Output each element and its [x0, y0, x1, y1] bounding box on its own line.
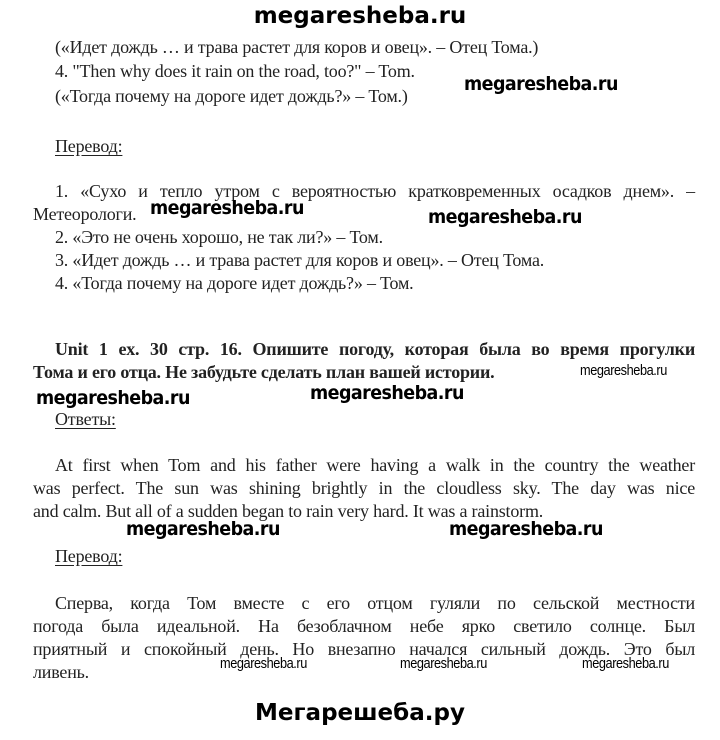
- watermark: megaresheba.ru: [310, 382, 464, 404]
- text-line: («Идет дождь … и трава растет для коров и овец». – Отец Тома.): [55, 37, 539, 57]
- text-line: («Тогда почему на дороге идет дождь?» – Том.): [55, 86, 408, 106]
- answer-line: At first when Tom and his father were having a walk in the country the weather: [55, 455, 695, 475]
- watermark: megaresheba.ru: [580, 362, 667, 379]
- footer-watermark[interactable]: Мегарешеба.ру: [255, 700, 465, 726]
- watermark: megaresheba.ru: [220, 655, 307, 672]
- watermark: megaresheba.ru: [582, 655, 669, 672]
- watermark: megaresheba.ru: [400, 655, 487, 672]
- answer-line: and calm. But all of a sudden began to rain very hard. It was a rainstorm.: [33, 501, 544, 521]
- answer-line: was perfect. The sun was shining brightly in the cloudless sky. The day was nice: [33, 478, 695, 498]
- watermark: megaresheba.ru: [150, 197, 304, 219]
- text-line: Метеорологи.: [33, 204, 137, 224]
- header-watermark[interactable]: megaresheba.ru: [253, 3, 467, 29]
- translation-heading: Перевод:: [55, 546, 123, 566]
- translation-line: приятный и спокойный день. Но внезапно начался сильный дождь. Это был: [33, 639, 695, 659]
- watermark: megaresheba.ru: [36, 387, 190, 409]
- watermark: megaresheba.ru: [126, 518, 280, 540]
- translation-line: ливень.: [33, 662, 89, 682]
- text-line: 3. «Идет дождь … и трава растет для коров и овец». – Отец Тома.: [55, 250, 545, 270]
- text-line: 2. «Это не очень хорошо, не так ли?» – Том.: [55, 227, 383, 247]
- watermark: megaresheba.ru: [449, 518, 603, 540]
- answers-heading: Ответы:: [55, 409, 116, 429]
- text-line: 4. "Then why does it rain on the road, too?" – Tom.: [55, 61, 415, 81]
- text-line: 4. «Тогда почему на дороге идет дождь?» – Том.: [55, 273, 414, 293]
- translation-heading: Перевод:: [55, 136, 123, 156]
- translation-line: погода была идеальной. На безоблачном небе ярко светило солнце. Был: [33, 616, 695, 636]
- watermark: megaresheba.ru: [428, 206, 582, 228]
- translation-line: Сперва, когда Том вместе с его отцом гуляли по сельской местности: [55, 593, 695, 613]
- exercise-title: Unit 1 ex. 30 стр. 16. Опишите погоду, которая была во время прогулки: [55, 339, 695, 359]
- text-line: 1. «Сухо и тепло утром с вероятностью кратковременных осадков днем». –: [55, 181, 695, 201]
- watermark: megaresheba.ru: [464, 73, 618, 95]
- exercise-title: Тома и его отца. Не забудьте сделать план вашей истории.: [33, 362, 495, 382]
